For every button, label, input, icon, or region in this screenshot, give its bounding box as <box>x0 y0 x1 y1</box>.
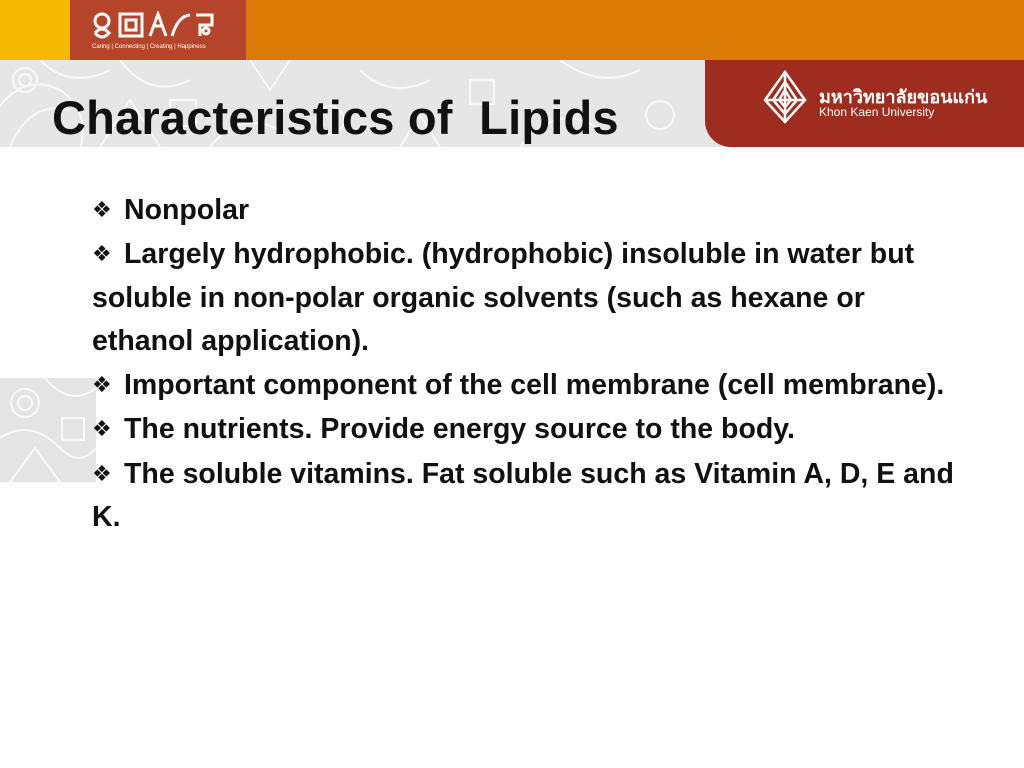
diamond-bullet-icon: ❖ <box>92 241 112 267</box>
side-decorative-pattern-icon <box>0 378 96 482</box>
diamond-bullet-icon: ❖ <box>92 416 112 442</box>
list-item <box>92 452 962 540</box>
bullet-text: Nonpolar <box>124 194 250 226</box>
diamond-bullet-icon: ❖ <box>92 460 112 486</box>
diamond-bullet-icon: ❖ <box>92 197 112 222</box>
university-badge <box>705 60 1024 147</box>
kku-brand-marks-icon <box>92 11 216 41</box>
kku-emblem-icon <box>763 70 807 124</box>
bullet-list <box>92 188 962 539</box>
brand-logo <box>70 0 246 60</box>
top-yellow-accent <box>0 0 70 60</box>
bullet-text: Largely hydrophobic. (hydrophobic) insoluble in water but soluble in non-polar organic solvents (such as hexane or ethanol application). <box>92 238 915 357</box>
university-name-thai: มหาวิทยาลัยขอนแก่น <box>819 87 988 107</box>
bullet-text: The soluble vitamins. Fat soluble such as Vitamin A, D, E and K. <box>92 457 954 534</box>
list-item <box>92 407 962 451</box>
bullet-text: The nutrients. Provide energy source to the body. <box>124 413 795 446</box>
bullet-text: Important component of the cell membrane (cell membrane). <box>124 369 945 402</box>
list-item <box>92 232 962 363</box>
brand-slogan: Caring | Connecting | Creating | Happiness <box>92 44 206 50</box>
diamond-bullet-icon: ❖ <box>92 372 112 398</box>
list-item <box>92 363 962 407</box>
list-item <box>92 188 962 232</box>
slide-title: Characteristics of Lipids <box>52 91 619 144</box>
university-name-english: Khon Kaen University <box>819 105 935 119</box>
